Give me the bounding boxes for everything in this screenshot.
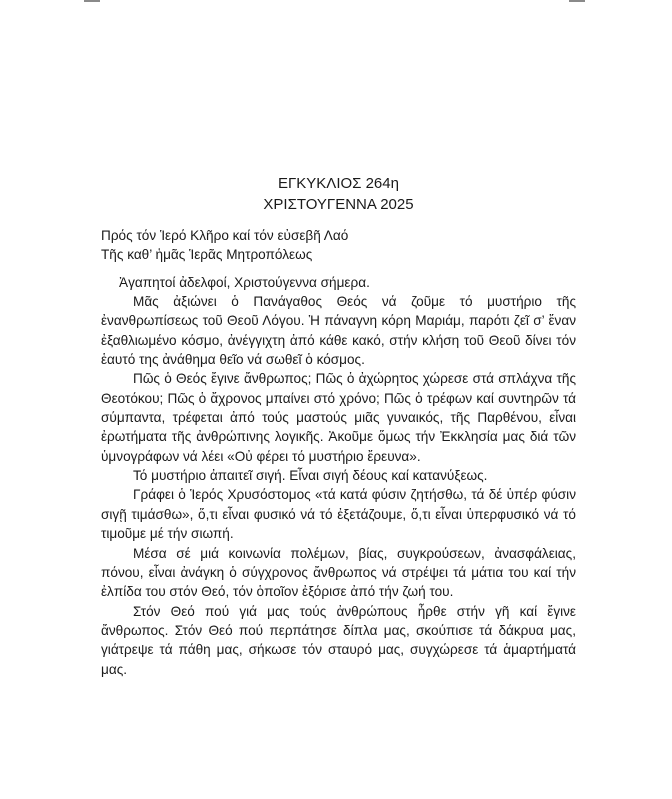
paragraph-2: Μᾶς ἀξιώνει ὁ Πανάγαθος Θεός νά ζοῦμε τό μυστήριο τῆς ἐνανθρωπίσεως τοῦ Θεοῦ Λόγου. Ἡ πάναγνη κόρη Μαριάμ, παρότι ζεῖ σ’ ἕναν ἐξαθλιωμένο κόσμο, ἀνέγγιχτη ἀπό κάθε κακό, στήν κλήση τοῦ Θεοῦ δίνει τόν ἑαυτό της ἀνάθημα θεῖο νά σωθεῖ ὁ κόσμος. (101, 294, 576, 368)
paragraph-5: Γράφει ὁ Ἱερός Χρυσόστομος «τά κατά φύσιν ζητήσθω, τά δέ ὑπέρ φύσιν σιγῇ τιμάσθω», ὅ,τι εἶναι φυσικό νά τό ἐξετάζουμε, ὅ,τι εἶναι ὑπερφυσικό νά τό τιμοῦμε μέ τήν σιωπή. (101, 487, 576, 542)
address-line-2: Τῆς καθ’ ἡμᾶς Ἱερᾶς Μητροπόλεως (101, 247, 313, 263)
paragraph-greeting: Ἀγαπητοί ἀδελφοί, Χριστούγεννα σήμερα. (119, 274, 370, 290)
page-edge-mark-left (84, 0, 100, 2)
letter-body (101, 173, 576, 679)
page-edge-mark-right (569, 0, 585, 2)
encyclical-subtitle: ΧΡΙΣΤΟΥΓΕΝΝΑ 2025 (263, 196, 414, 213)
encyclical-title: ΕΓΚΥΚΛΙΟΣ 264η (278, 175, 399, 192)
paragraph-4: Τό μυστήριο ἀπαιτεῖ σιγή. Εἶναι σιγή δέους καί κατανύξεως. (133, 468, 488, 484)
paragraph-6: Μέσα σέ μιά κοινωνία πολέμων, βίας, συγκρούσεων, ἀνασφάλειας, πόνου, εἶναι ἀνάγκη ὁ σύγχρονος ἄνθρωπος νά στρέψει τά μάτια του καί τήν ἐλπίδα του στόν Θεό, τόν ὁποῖον ἐξόρισε ἀπό τήν ζωή του. (101, 545, 576, 600)
address-line-1: Πρός τόν Ἱερό Κλῆρο καί τόν εὐσεβῆ Λαό (101, 228, 349, 243)
paragraph-7: Στόν Θεό πού γιά μας τούς ἀνθρώπους ἦρθε στήν γῆ καί ἔγινε ἄνθρωπος. Στόν Θεό πού περπάτησε δίπλα μας, σκούπισε τά δάκρυα μας, γιάτρεψε τά πάθη μας, σήκωσε τόν σταυρό μας, συγχώρεσε τά ἁμαρτήματά μας. (101, 603, 576, 677)
paragraph-3: Πῶς ὁ Θεός ἔγινε ἄνθρωπος; Πῶς ὁ ἀχώρητος χώρεσε στά σπλάχνα τῆς Θεοτόκου; Πῶς ὁ ἄχρονος μπαίνει στό χρόνο; Πῶς ὁ τρέφων καί συντηρῶν τά σύμπαντα, τρέφεται ἀπό τούς μαστούς μιᾶς γυναικός, τῆς Παρθένου, εἶναι ἐρωτήματα τῆς ἀνθρώπινης λογικῆς. Ἀκοῦμε ὅμως τήν Ἐκκλησία μας διά τῶν ὑμνογράφων νά λέει «Οὐ φέρει τό μυστήριο ἔρευνα». (101, 371, 576, 464)
